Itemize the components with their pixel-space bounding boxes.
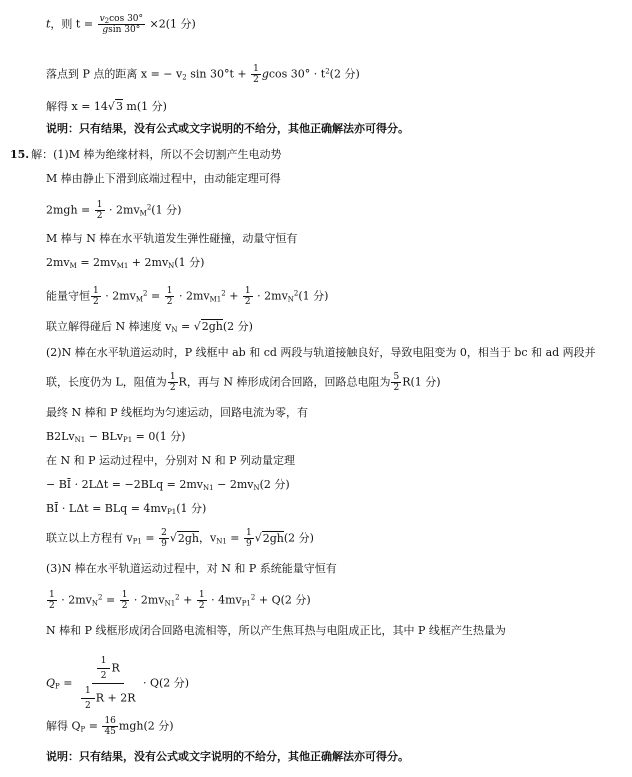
solve-x-score: m(1 分) <box>122 100 167 113</box>
imp-n-b: − 2mv <box>213 478 254 491</box>
frac-den-sin: sin 30° <box>108 25 141 35</box>
distance-text-d: cos 30° · t <box>268 67 326 81</box>
vs-a: 联立以上方程有 v <box>46 531 133 545</box>
eq-sup: 2 <box>146 203 152 212</box>
zc-a-sub: N1 <box>74 436 86 444</box>
qp-den-r: R + 2R <box>95 691 136 705</box>
nv-text: 联立解得碰后 N 棒速度 v <box>46 320 172 333</box>
imp-n-a-sub: N1 <box>203 484 214 492</box>
frac-den: 2 <box>253 75 259 85</box>
frac-den: 45 <box>104 727 116 737</box>
p2-text-c: R(1 分) <box>402 375 441 389</box>
momentum-eq-line <box>46 256 204 270</box>
score-text: (1 分) <box>174 256 205 269</box>
se-a: · 2mv <box>61 593 92 607</box>
nv-eq: = <box>177 320 191 333</box>
term-d: · 2mv <box>178 289 210 303</box>
n-velocity-line: 联立解得碰后 N 棒速度 $v_N = √2gh(2$ 分) <box>46 320 253 334</box>
equals: = <box>151 289 161 303</box>
frac-half-r <box>168 372 178 393</box>
vs-e: = <box>226 531 240 545</box>
equals: = <box>105 593 116 607</box>
vs-d: ，v <box>198 531 217 545</box>
mom-c-sub: N <box>168 262 175 270</box>
se-e-sub: P1 <box>241 599 251 608</box>
frac-den: 2 <box>169 383 176 393</box>
frac-den: 2 <box>100 671 107 681</box>
imp-p-a: BĪ · LΔt = BLq = 4mv <box>46 502 168 515</box>
qp-sub: P <box>55 682 60 691</box>
se-c-sub: N1 <box>164 599 176 608</box>
score-text: (1 分) <box>176 502 207 515</box>
momentum-line: M 棒与 N 棒在水平轨道发生弹性碰撞，动量守恒有 <box>46 232 298 245</box>
part3-line: (3)N 棒在水平轨道运动过程中，对 N 和 P 系统能量守恒有 <box>46 562 337 575</box>
frac-num: 1 <box>244 286 251 296</box>
plus: + <box>229 289 239 303</box>
p2-text-b: R，再与 N 棒形成闭合回路，回路总电阻为 <box>178 375 391 389</box>
zc-c: = 0(1 分) <box>132 430 186 443</box>
frac-num: 1 <box>97 656 111 669</box>
zc-a: B2Lv <box>46 430 75 443</box>
sqrt-2gh: 2gh <box>177 531 199 545</box>
frac-den: 2 <box>393 383 400 393</box>
term-d-sub: M1 <box>209 295 222 304</box>
qp-eq: = <box>59 676 73 690</box>
qpr-a: 解得 Q <box>46 719 81 733</box>
energy-conservation-line <box>46 286 328 307</box>
frac-num: 1 <box>246 528 252 538</box>
zc-b-sub: P1 <box>123 436 133 444</box>
note-line-2: 说明：只有结果，没有公式或文字说明的不给分，其他正确解法亦可得分。 <box>46 750 409 763</box>
qpr-tail: mgh(2 分) <box>118 719 174 733</box>
frac-num: 16 <box>104 716 116 726</box>
mom-c: + 2mv <box>128 256 169 269</box>
frac-num-v: v <box>99 14 105 24</box>
qp-result-line <box>46 716 174 737</box>
energy-label: 能量守恒 <box>46 289 90 303</box>
frac-den: 2 <box>166 297 173 307</box>
frac-num: 1 <box>198 590 205 600</box>
nv-sub: N <box>171 326 178 334</box>
score-text: (2 分) <box>283 531 314 545</box>
frac-den: 9 <box>161 539 167 549</box>
frac-num-sub: 2 <box>104 17 110 25</box>
frac-den: 2 <box>49 601 55 611</box>
sqrt-value: 3 <box>115 100 123 113</box>
solve-x-line: 解得 x = 14√3 m(1 分) <box>46 100 167 113</box>
distance-text-b: sin 30°t + <box>190 67 247 81</box>
solve-x-text: 解得 x = 14 <box>46 100 108 113</box>
impulse-p-line <box>46 502 206 516</box>
frac-den: 2 <box>84 701 91 711</box>
impulse-n-line <box>46 478 290 492</box>
time-formula-line <box>46 14 196 35</box>
frac-den: 2 <box>244 297 251 307</box>
frac-num: 1 <box>253 64 259 74</box>
eq-sub: M <box>139 209 147 218</box>
time-fraction <box>98 14 145 35</box>
term-b: · 2mv <box>105 289 136 303</box>
vs-b: = <box>141 531 155 545</box>
frac-16-45 <box>102 716 117 737</box>
distance-formula-line <box>46 64 360 85</box>
frac-3 <box>197 590 207 611</box>
term-d-sup: 2 <box>221 289 226 298</box>
part2-line-1: (2)N 棒在水平轨道运动时，P 线框中 ab 和 cd 两段与轨道接触良好，导致电阻变为 0，相当于 bc 和 ad 两段并 <box>46 346 596 359</box>
impulse-intro-line: 在 N 和 P 运动过程中，分别对 N 和 P 列动量定理 <box>46 454 296 467</box>
frac-num: 1 <box>96 200 103 210</box>
frac-den: 9 <box>246 539 252 549</box>
term-b-sub: M <box>135 295 144 304</box>
kinetic-theorem-line: M 棒由静止下滑到底端过程中，由动能定理可得 <box>46 172 281 185</box>
energy-eq-line <box>46 200 181 221</box>
velocity-solution-line: 联立以上方程有 $v_{P1}$ = $\frac{2}{9}$ √2gh，$v_{N1}$ = $\frac{1}{9}$ √2gh(2 分) <box>46 528 314 549</box>
qp-tail: · Q(2 分) <box>142 676 190 690</box>
frac-num: 1 <box>166 286 173 296</box>
frac-den: 2 <box>198 601 205 611</box>
vs-d-sub: N1 <box>216 537 227 546</box>
eq-rhs: · 2mv <box>109 203 140 217</box>
frac-1 <box>91 286 101 307</box>
frac-two-ninths <box>159 528 169 549</box>
question-number: 15. <box>10 148 30 161</box>
distance-g: g <box>261 67 269 81</box>
term-b-sup: 2 <box>143 289 148 298</box>
frac-num: 2 <box>161 528 167 538</box>
frac-num: 1 <box>121 590 128 600</box>
qp-big-den <box>76 684 140 711</box>
vs-a-sub: P1 <box>132 537 142 546</box>
imp-n-a: − BĪ · 2LΔt = −2BLq = 2mv <box>46 478 204 491</box>
note-line-1: 说明：只有结果，没有公式或文字说明的不给分，其他正确解法亦可得分。 <box>46 122 409 135</box>
mom-b-sub: M1 <box>116 262 129 270</box>
frac-num: 5 <box>393 372 400 382</box>
mom-a-sub: M <box>69 262 77 270</box>
se-e: · 4mv <box>211 593 242 607</box>
frac-den: 2 <box>93 297 99 307</box>
score-text: (1 分) <box>151 203 182 217</box>
term-f-sup: 2 <box>293 289 299 298</box>
question-15-text: 解：(1)M 棒为绝缘材料，所以不会切割产生电动势 <box>31 148 282 161</box>
part2-line-2 <box>46 372 441 393</box>
mom-b: = 2mv <box>76 256 117 269</box>
frac-num-cos: cos 30° <box>109 14 144 24</box>
frac-num: 1 <box>81 686 95 699</box>
score-text: (2 分) <box>259 478 290 491</box>
half-fraction <box>95 200 105 221</box>
qp-q: Q <box>46 676 56 690</box>
frac-num: 1 <box>49 590 55 600</box>
se-f: + Q(2 分) <box>255 593 311 607</box>
distance-sup: 2 <box>325 67 330 76</box>
sqrt-2gh-2: 2gh <box>262 531 284 545</box>
frac-num: 1 <box>93 286 99 296</box>
qp-big-fraction <box>76 656 140 711</box>
mom-a: 2mv <box>46 256 70 269</box>
frac-five-half <box>391 372 401 393</box>
sqrt-2gh: 2gh <box>201 320 223 333</box>
system-energy-line <box>46 590 311 611</box>
score-text: ×2(1 分) <box>149 17 196 31</box>
zero-current-eq-line <box>46 430 185 444</box>
zc-b: − BLv <box>85 430 124 443</box>
se-a-sup: 2 <box>98 593 103 602</box>
uniform-motion-line: 最终 N 棒和 P 线框均为匀速运动，回路电流为零，有 <box>46 406 309 419</box>
score-text: (2 分) <box>222 320 253 333</box>
score-text: (1 分) <box>298 289 329 303</box>
question-15-line <box>10 148 281 162</box>
qpr-eq: = <box>85 719 98 733</box>
frac-den-g: g <box>102 25 109 35</box>
se-c: · 2mv <box>133 593 165 607</box>
distance-sub: 2 <box>182 73 187 82</box>
qp-formula-line <box>46 656 189 711</box>
text-t: t <box>46 17 51 31</box>
se-e-sup: 2 <box>250 593 256 602</box>
frac-den: 2 <box>96 211 103 221</box>
frac-den: 2 <box>121 601 128 611</box>
joule-heat-line: N 棒和 P 线框形成闭合回路电流相等，所以产生焦耳热与电阻成正比，其中 P 线框产生热量为 <box>46 624 506 637</box>
frac-2 <box>120 590 130 611</box>
frac-2 <box>165 286 175 307</box>
imp-p-a-sub: P1 <box>167 508 177 516</box>
eq-lhs: 2mgh = <box>46 203 91 217</box>
frac-1 <box>47 590 57 611</box>
score-text: (2 分) <box>329 67 360 81</box>
frac-3 <box>243 286 253 307</box>
text-then-t: ，则 t = <box>50 17 94 31</box>
plus: + <box>183 593 193 607</box>
se-a-sub: N <box>91 599 98 608</box>
term-f-sub: N <box>287 295 294 304</box>
qpr-sub: P <box>80 725 86 734</box>
qp-big-num <box>92 656 124 684</box>
distance-text-a: 落点到 P 点的距离 x = − v <box>46 67 183 81</box>
term-f: · 2mv <box>257 289 288 303</box>
qp-num-r: R <box>111 661 120 675</box>
frac-num: 1 <box>169 372 176 382</box>
se-c-sup: 2 <box>175 593 180 602</box>
frac-one-ninth <box>244 528 254 549</box>
p2-text-a: 联，长度仍为 L，阻值为 <box>46 375 167 389</box>
imp-n-b-sub: N <box>253 484 260 492</box>
half-fraction <box>251 64 261 85</box>
